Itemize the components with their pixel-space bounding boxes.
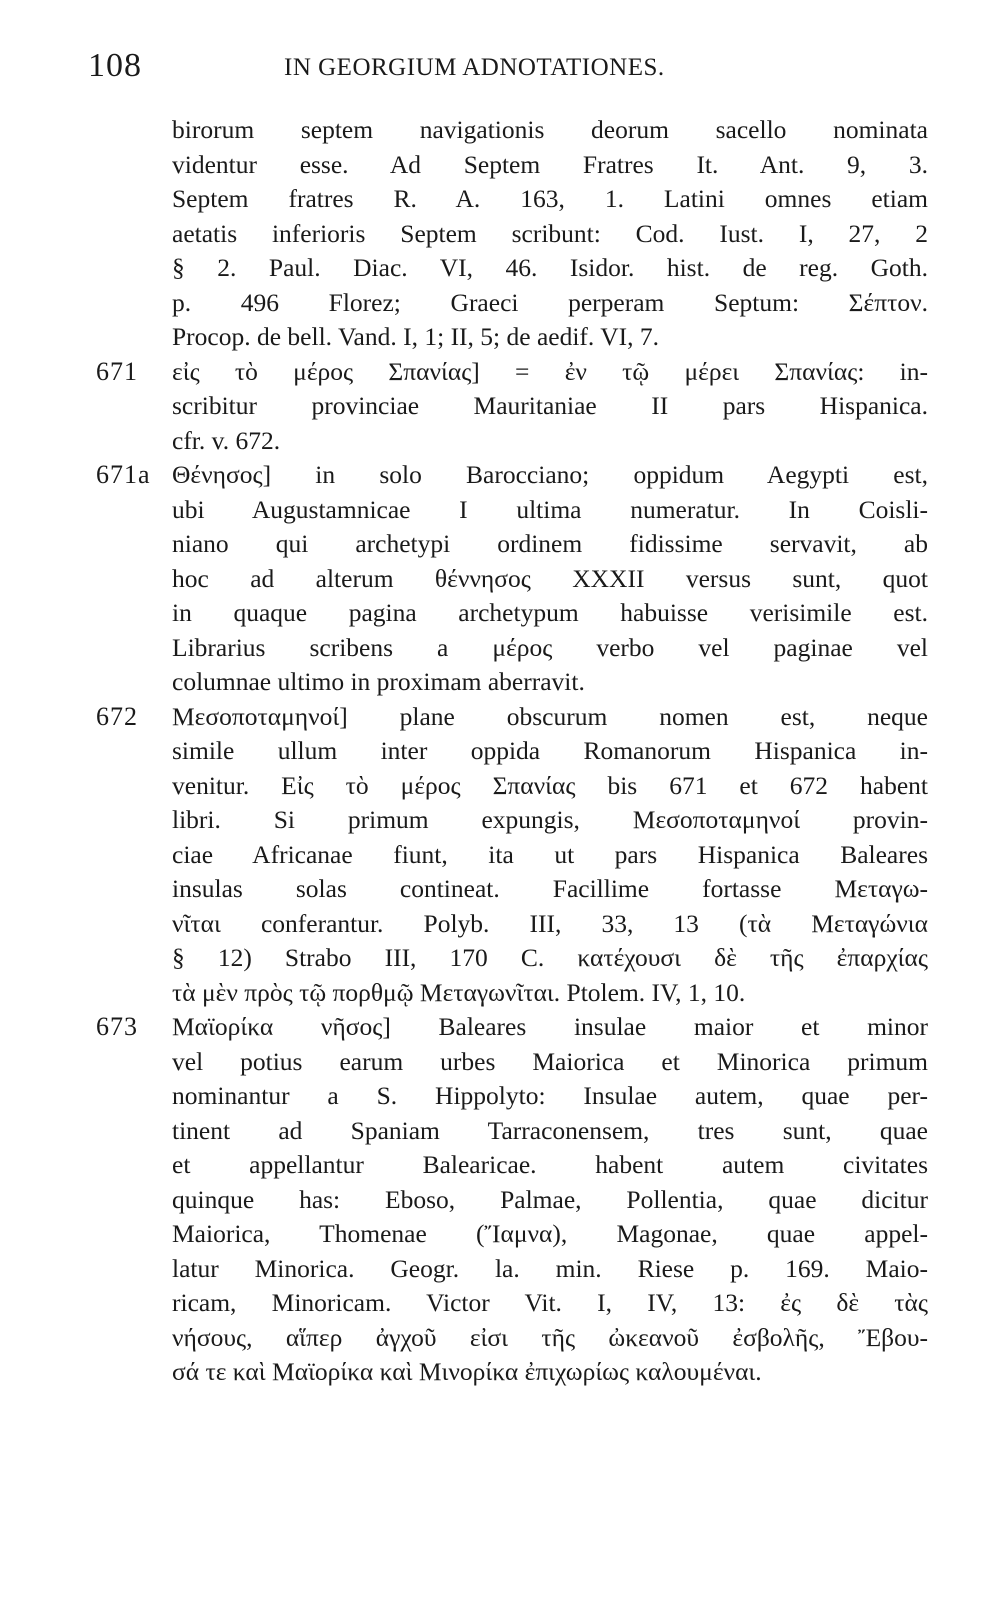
running-title: IN GEORGIUM ADNOTATIONES. <box>284 54 665 81</box>
text-line: venitur. Εἰς τὸ μέρος Σπανίας bis 671 et 672 habent <box>172 770 928 800</box>
page-body <box>96 113 928 1390</box>
text-line: εἰς τὸ μέρος Σπανίας] = ἐν τῷ μέρει Σπανίας: in- <box>172 356 928 386</box>
text-line: Θένησος] in solo Barocciano; oppidum Aegypti est, <box>172 460 928 489</box>
text-line: νήσους, αἵπερ ἀγχοῦ εἰσι τῆς ὠκεανοῦ ἐσβολῆς, Ἔβου- <box>172 1322 928 1352</box>
text-line: Maiorica, Thomenae (Ἴαμνα), Magonae, quae appel- <box>172 1219 928 1248</box>
verse-number: 671 <box>96 356 138 386</box>
text-line: quinque has: Eboso, Palmae, Pollentia, quae dicitur <box>172 1184 928 1214</box>
text-line: nominantur a S. Hippolyto: Insulae autem, quae per- <box>172 1081 928 1110</box>
text-line: videntur esse. Ad Septem Fratres It. Ant. 9, 3. <box>172 149 928 179</box>
page-number: 108 <box>88 47 142 84</box>
text-line: in quaque pagina archetypum habuisse verisimile est. <box>172 598 928 627</box>
note-672 <box>96 700 928 1011</box>
note-continuation <box>96 113 928 355</box>
text-line: birorum septem navigationis deorum sacello nominata <box>172 115 928 144</box>
note-673 <box>96 1010 928 1390</box>
text-line: niano qui archetypi ordinem fidissime servavit, ab <box>172 529 928 558</box>
note-671a <box>96 458 928 700</box>
text-line: tinent ad Spaniam Tarraconensem, tres sunt, quae <box>172 1115 928 1145</box>
text-line: ciae Africanae fiunt, ita ut pars Hispanica Baleares <box>172 839 928 869</box>
text-line: hoc ad alterum θέννησος XXXII versus sunt, quot <box>172 563 928 593</box>
text-line: aetatis inferioris Septem scribunt: Cod. Iust. I, 27, 2 <box>172 218 928 248</box>
text-line: insulas solas contineat. Facillime fortasse Μεταγω- <box>172 874 928 903</box>
note-671 <box>96 355 928 459</box>
text-line: § 2. Paul. Diac. VI, 46. Isidor. hist. de reg. Goth. <box>172 253 928 282</box>
text-line: § 12) Strabo III, 170 C. κατέχουσι δὲ τῆς ἐπαρχίας <box>172 943 928 972</box>
text-line: Septem fratres R. A. 163, 1. Latini omnes etiam <box>172 184 928 213</box>
text-line: ricam, Minoricam. Victor Vit. I, IV, 13: ἐς δὲ τὰς <box>172 1288 928 1317</box>
text-line: Librarius scribens a μέρος verbo vel paginae vel <box>172 632 928 662</box>
text-line: scribitur provinciae Mauritaniae II pars Hispanica. <box>172 391 928 420</box>
text-line: σά τε καὶ Μαϊορίκα καὶ Μινορίκα ἐπιχωρίως καλουμέναι. <box>172 1357 762 1386</box>
text-line: latur Minorica. Geogr. la. min. Riese p. 169. Maio- <box>172 1253 928 1283</box>
text-line: et appellantur Balearicae. habent autem civitates <box>172 1150 928 1179</box>
text-line: vel potius earum urbes Maiorica et Minorica primum <box>172 1046 928 1076</box>
verse-number: 673 <box>96 1012 138 1041</box>
text-line: Μαϊορίκα νῆσος] Baleares insulae maior et minor <box>172 1012 928 1041</box>
text-line: simile ullum inter oppida Romanorum Hispanica in- <box>172 736 928 765</box>
verse-number: 672 <box>96 701 138 731</box>
text-line: Procop. de bell. Vand. I, 1; II, 5; de aedif. VI, 7. <box>172 322 659 351</box>
text-line: libri. Si primum expungis, Μεσοποταμηνοί provin- <box>172 805 928 834</box>
text-line: Μεσοποταμηνοί] plane obscurum nomen est, neque <box>172 701 928 731</box>
text-line: ubi Augustamnicae I ultima numeratur. In Coisli- <box>172 494 928 524</box>
text-line: cfr. v. 672. <box>172 425 281 455</box>
verse-number: 671a <box>96 460 151 489</box>
page-header <box>88 44 928 88</box>
text-line: columnae ultimo in proximam aberravit. <box>172 667 585 696</box>
text-line: p. 496 Florez; Graeci perperam Septum: Σέπτον. <box>172 287 928 317</box>
text-line: τὰ μὲν πρὸς τῷ πορθμῷ Μεταγωνῖται. Ptolem. IV, 1, 10. <box>172 977 746 1007</box>
text-line: νῖται conferantur. Polyb. III, 33, 13 (τὰ Μεταγώνια <box>172 908 928 938</box>
